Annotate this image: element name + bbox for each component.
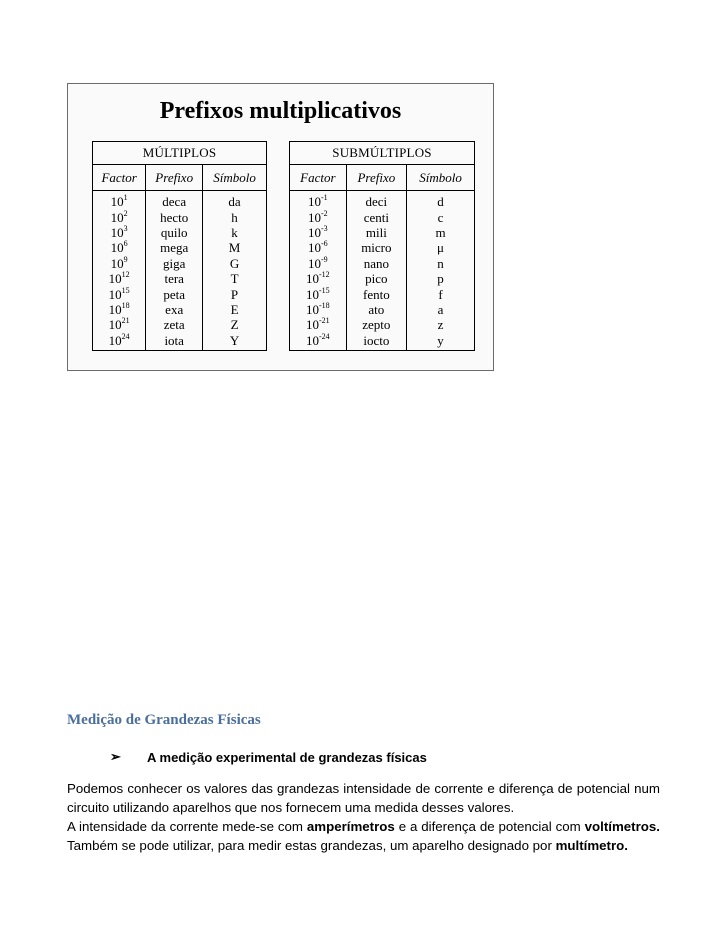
column-header-symbol: Símbolo (407, 165, 475, 191)
paragraph-instruments (67, 817, 660, 855)
factor-base: 10 (307, 255, 321, 271)
factor-cell (290, 225, 347, 240)
table-row (290, 256, 475, 271)
symbol-cell: μ (407, 240, 475, 255)
factor-exponent: 18 (121, 300, 130, 310)
factor-exponent: -2 (320, 208, 328, 218)
factor-base: 10 (305, 332, 319, 348)
factor-base: 10 (307, 209, 321, 225)
factor-exponent: 21 (121, 316, 130, 326)
factor-cell (93, 286, 146, 301)
factor-base: 10 (108, 271, 122, 287)
table-row (290, 240, 475, 255)
factor-exponent: -9 (320, 254, 328, 264)
prefix-cell: iota (146, 333, 203, 351)
prefix-cell: nano (346, 256, 406, 271)
prefix-cell: tera (146, 271, 203, 286)
paragraph-text: A intensidade da corrente mede-se com (67, 819, 307, 834)
prefix-cell: iocto (346, 333, 406, 351)
symbol-cell: E (203, 302, 267, 317)
factor-exponent: 1 (123, 193, 128, 203)
table-row (93, 286, 267, 301)
factor-base: 10 (305, 301, 319, 317)
table-row (290, 225, 475, 240)
factor-exponent: 6 (123, 239, 128, 249)
table-row (93, 271, 267, 286)
factor-cell (93, 191, 146, 210)
prefix-cell: exa (146, 302, 203, 317)
paragraph-intro: Podemos conhecer os valores das grandezas intensidade de corrente e diferença de potencial num circuito utilizando aparelhos que nos fornecem uma medida desses valores. (67, 781, 660, 815)
table-row (290, 191, 475, 210)
table-row (93, 333, 267, 351)
term-voltmeters: voltímetros. (584, 819, 660, 834)
factor-cell (290, 333, 347, 351)
table-row (93, 317, 267, 332)
prefix-cell: deci (346, 191, 406, 210)
table-row (290, 209, 475, 224)
symbol-cell: z (407, 317, 475, 332)
table-row (93, 209, 267, 224)
table-row (290, 302, 475, 317)
factor-exponent: 2 (123, 208, 128, 218)
factor-cell (290, 286, 347, 301)
factor-exponent: 12 (121, 270, 130, 280)
table-row (93, 302, 267, 317)
factor-exponent: -1 (320, 193, 328, 203)
prefix-cell: deca (146, 191, 203, 210)
symbol-cell: d (407, 191, 475, 210)
factor-base: 10 (305, 317, 319, 333)
factor-base: 10 (307, 194, 321, 210)
factor-base: 10 (307, 224, 321, 240)
prefix-cell: quilo (146, 225, 203, 240)
table-row (290, 271, 475, 286)
factor-exponent: -21 (318, 316, 330, 326)
table-row (93, 240, 267, 255)
symbol-cell: T (203, 271, 267, 286)
factor-exponent: -6 (320, 239, 328, 249)
submultiples-table (289, 141, 475, 351)
factor-exponent: 9 (123, 254, 128, 264)
symbol-cell: p (407, 271, 475, 286)
symbol-cell: k (203, 225, 267, 240)
prefix-cell: peta (146, 286, 203, 301)
factor-cell (93, 209, 146, 224)
symbol-cell: y (407, 333, 475, 351)
prefix-cell: centi (346, 209, 406, 224)
factor-exponent: -3 (320, 223, 328, 233)
factor-exponent: 15 (121, 285, 130, 295)
factor-base: 10 (108, 332, 122, 348)
factor-cell (93, 317, 146, 332)
symbol-cell: f (407, 286, 475, 301)
factor-base: 10 (110, 209, 124, 225)
factor-cell (93, 333, 146, 351)
factor-base: 10 (108, 286, 122, 302)
factor-cell (290, 191, 347, 210)
column-header-symbol: Símbolo (203, 165, 267, 191)
factor-base: 10 (110, 194, 124, 210)
prefix-cell: zepto (346, 317, 406, 332)
prefix-cell: pico (346, 271, 406, 286)
factor-cell (290, 271, 347, 286)
factor-cell (93, 240, 146, 255)
table-row (290, 317, 475, 332)
prefix-cell: mega (146, 240, 203, 255)
table-row (93, 256, 267, 271)
figure-title: Prefixos multiplicativos (159, 98, 402, 124)
prefix-cell: zeta (146, 317, 203, 332)
factor-exponent: -24 (318, 331, 330, 341)
table-row (93, 225, 267, 240)
prefix-cell: mili (346, 225, 406, 240)
symbol-cell: Y (203, 333, 267, 351)
symbol-cell: n (407, 256, 475, 271)
factor-exponent: 24 (121, 331, 130, 341)
symbol-cell: Z (203, 317, 267, 332)
column-header-factor: Factor (290, 165, 347, 191)
table-row (290, 333, 475, 351)
paragraph-text: Também se pode utilizar, para medir estas grandezas, um aparelho designado por (67, 838, 556, 853)
multiples-header: MÚLTIPLOS (93, 142, 267, 165)
factor-cell (290, 256, 347, 271)
factor-exponent: 3 (123, 223, 128, 233)
prefix-table-figure (67, 83, 494, 371)
factor-base: 10 (110, 224, 124, 240)
factor-cell (93, 225, 146, 240)
factor-base: 10 (305, 271, 319, 287)
factor-cell (93, 256, 146, 271)
factor-base: 10 (108, 317, 122, 333)
symbol-cell: P (203, 286, 267, 301)
table-row (93, 191, 267, 210)
factor-cell (290, 240, 347, 255)
symbol-cell: G (203, 256, 267, 271)
prefix-cell: micro (346, 240, 406, 255)
column-header-prefix: Prefixo (146, 165, 203, 191)
factor-base: 10 (110, 240, 124, 256)
factor-exponent: -12 (318, 270, 330, 280)
factor-exponent: -18 (318, 300, 330, 310)
term-ammeters: amperímetros (306, 819, 395, 834)
symbol-cell: a (407, 302, 475, 317)
column-header-factor: Factor (93, 165, 146, 191)
prefix-cell: giga (146, 256, 203, 271)
factor-exponent: -15 (318, 285, 330, 295)
paragraph-text: e a diferença de potencial com (394, 819, 585, 834)
symbol-cell: M (203, 240, 267, 255)
multiples-table (92, 141, 267, 351)
section-heading: Medição de Grandezas Físicas (67, 712, 261, 728)
factor-cell (290, 209, 347, 224)
factor-cell (290, 317, 347, 332)
factor-cell (93, 271, 146, 286)
table-row (290, 286, 475, 301)
factor-base: 10 (110, 255, 124, 271)
symbol-cell: h (203, 209, 267, 224)
factor-base: 10 (307, 240, 321, 256)
bullet-text: A medição experimental de grandezas físicas (147, 750, 427, 765)
factor-cell (290, 302, 347, 317)
submultiples-header: SUBMÚLTIPLOS (290, 142, 475, 165)
symbol-cell: m (407, 225, 475, 240)
symbol-cell: da (203, 191, 267, 210)
factor-base: 10 (305, 286, 319, 302)
prefix-cell: ato (346, 302, 406, 317)
column-header-prefix: Prefixo (346, 165, 406, 191)
factor-base: 10 (108, 301, 122, 317)
factor-cell (93, 302, 146, 317)
prefix-cell: fento (346, 286, 406, 301)
symbol-cell: c (407, 209, 475, 224)
prefix-cell: hecto (146, 209, 203, 224)
term-multimeter: multímetro. (555, 838, 628, 853)
arrow-bullet-icon: ➢ (110, 749, 121, 764)
